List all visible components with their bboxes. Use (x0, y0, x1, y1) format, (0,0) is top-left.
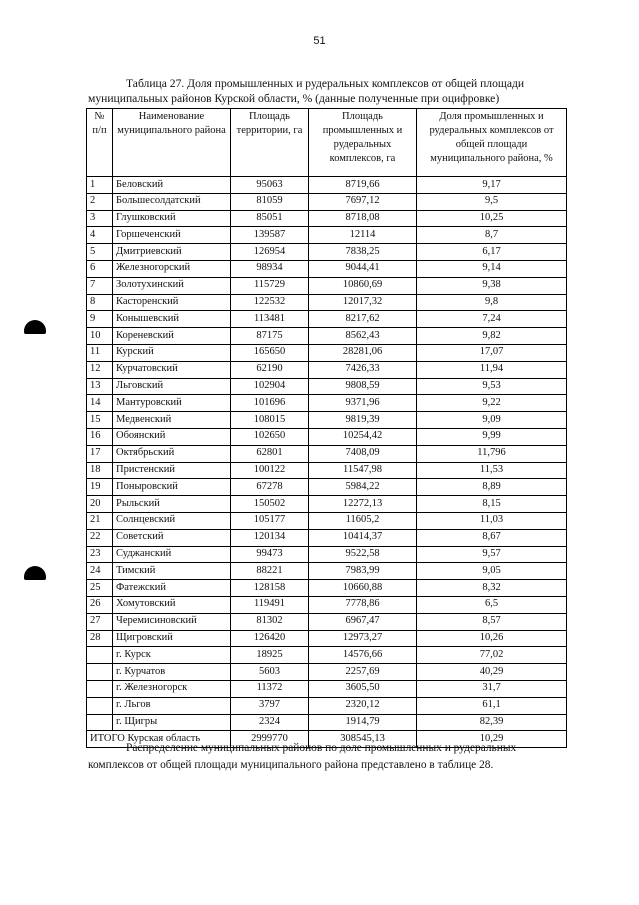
row-num: 9 (87, 311, 113, 328)
row-area: 95063 (231, 177, 309, 194)
row-area: 165650 (231, 344, 309, 361)
row-industrial: 7838,25 (309, 244, 417, 261)
row-num: 10 (87, 328, 113, 345)
row-num: 3 (87, 210, 113, 227)
row-area: 100122 (231, 462, 309, 479)
binder-hole-mark (24, 320, 46, 334)
table-row (87, 177, 567, 194)
row-share: 6,5 (417, 596, 567, 613)
row-industrial: 11605,2 (309, 512, 417, 529)
footer-paragraph (88, 740, 564, 774)
row-industrial: 7983,99 (309, 563, 417, 580)
row-share: 8,32 (417, 580, 567, 597)
row-industrial: 9522,58 (309, 546, 417, 563)
row-industrial: 8562,43 (309, 328, 417, 345)
row-industrial: 9044,41 (309, 260, 417, 277)
footer-line-1: Распределение муниципальных районов по доле промышленных и рудеральных (126, 742, 517, 754)
row-name: Медвенский (113, 412, 231, 429)
table-row (87, 412, 567, 429)
row-name: Льговский (113, 378, 231, 395)
row-share: 9,09 (417, 412, 567, 429)
row-area: 128158 (231, 580, 309, 597)
row-industrial: 12017,32 (309, 294, 417, 311)
caption-line-2: муниципальных районов Курской области, % (данные полученные при оцифровке) (88, 92, 500, 105)
table-row (87, 294, 567, 311)
row-num: 7 (87, 277, 113, 294)
row-share: 9,5 (417, 193, 567, 210)
row-name: Советский (113, 529, 231, 546)
row-num: 15 (87, 412, 113, 429)
total-industrial: 308545,13 (309, 731, 417, 748)
table-row (87, 479, 567, 496)
row-name: г. Железногорск (113, 680, 231, 697)
row-share: 9,38 (417, 277, 567, 294)
row-industrial: 11547,98 (309, 462, 417, 479)
table-row (87, 496, 567, 513)
total-share: 10,29 (417, 731, 567, 748)
row-name: г. Льгов (113, 697, 231, 714)
header-num: № п/п (87, 109, 113, 177)
row-name: Железногорский (113, 260, 231, 277)
row-share: 9,05 (417, 563, 567, 580)
row-area: 105177 (231, 512, 309, 529)
row-share: 9,22 (417, 395, 567, 412)
table-row (87, 378, 567, 395)
row-name: Хомутовский (113, 596, 231, 613)
table-row (87, 328, 567, 345)
table-row (87, 210, 567, 227)
row-share: 8,57 (417, 613, 567, 630)
row-name: Мантуровский (113, 395, 231, 412)
row-area: 139587 (231, 227, 309, 244)
row-name: Касторенский (113, 294, 231, 311)
row-industrial: 12973,27 (309, 630, 417, 647)
row-name: Курский (113, 344, 231, 361)
row-area: 126954 (231, 244, 309, 261)
table-row (87, 361, 567, 378)
table-row (87, 546, 567, 563)
row-industrial: 5984,22 (309, 479, 417, 496)
row-industrial: 2320,12 (309, 697, 417, 714)
row-area: 87175 (231, 328, 309, 345)
row-share: 17,07 (417, 344, 567, 361)
row-num: 11 (87, 344, 113, 361)
row-num: 17 (87, 445, 113, 462)
row-share: 6,17 (417, 244, 567, 261)
row-num: 27 (87, 613, 113, 630)
row-share: 10,25 (417, 210, 567, 227)
binder-hole-mark (24, 566, 46, 580)
table-row (87, 344, 567, 361)
row-share: 8,89 (417, 479, 567, 496)
table-row (87, 462, 567, 479)
row-industrial: 14576,66 (309, 647, 417, 664)
row-share: 9,53 (417, 378, 567, 395)
row-area: 62801 (231, 445, 309, 462)
row-industrial: 10660,88 (309, 580, 417, 597)
row-area: 119491 (231, 596, 309, 613)
row-name: Кореневский (113, 328, 231, 345)
row-industrial: 28281,06 (309, 344, 417, 361)
row-industrial: 9371,96 (309, 395, 417, 412)
table-row (87, 244, 567, 261)
row-num: 23 (87, 546, 113, 563)
table-row (87, 395, 567, 412)
row-industrial: 8718,08 (309, 210, 417, 227)
row-num: 24 (87, 563, 113, 580)
row-industrial: 9819,39 (309, 412, 417, 429)
table-row (87, 428, 567, 445)
district-table (86, 108, 567, 748)
row-num: 26 (87, 596, 113, 613)
row-area: 108015 (231, 412, 309, 429)
row-share: 40,29 (417, 664, 567, 681)
row-share: 11,53 (417, 462, 567, 479)
row-name: Горшеченский (113, 227, 231, 244)
row-name: Поныровский (113, 479, 231, 496)
table-row (87, 630, 567, 647)
row-share: 9,99 (417, 428, 567, 445)
row-industrial: 7778,86 (309, 596, 417, 613)
row-area: 120134 (231, 529, 309, 546)
row-area: 3797 (231, 697, 309, 714)
row-name: Глушковский (113, 210, 231, 227)
row-num: 20 (87, 496, 113, 513)
row-area: 126420 (231, 630, 309, 647)
row-num (87, 697, 113, 714)
row-name: Черемисиновский (113, 613, 231, 630)
row-area: 88221 (231, 563, 309, 580)
row-share: 8,67 (417, 529, 567, 546)
row-name: Беловский (113, 177, 231, 194)
row-area: 81302 (231, 613, 309, 630)
row-industrial: 8719,66 (309, 177, 417, 194)
row-name: Курчатовский (113, 361, 231, 378)
row-name: Золотухинский (113, 277, 231, 294)
table-row (87, 260, 567, 277)
row-area: 85051 (231, 210, 309, 227)
row-name: Конышевский (113, 311, 231, 328)
row-share: 77,02 (417, 647, 567, 664)
row-area: 102650 (231, 428, 309, 445)
row-industrial: 9808,59 (309, 378, 417, 395)
row-num: 6 (87, 260, 113, 277)
row-area: 81059 (231, 193, 309, 210)
row-industrial: 10860,69 (309, 277, 417, 294)
row-num: 4 (87, 227, 113, 244)
row-num: 19 (87, 479, 113, 496)
row-num: 13 (87, 378, 113, 395)
row-name: Октябрьский (113, 445, 231, 462)
table-row (87, 227, 567, 244)
header-name: Наименование муниципального района (113, 109, 231, 177)
table-row (87, 311, 567, 328)
caption-line-1: Таблица 27. Доля промышленных и рудеральных комплексов от общей площади (126, 77, 525, 90)
row-industrial: 7426,33 (309, 361, 417, 378)
row-industrial: 7408,09 (309, 445, 417, 462)
row-num (87, 664, 113, 681)
table-row (87, 647, 567, 664)
table-caption (88, 76, 563, 106)
row-num: 18 (87, 462, 113, 479)
row-industrial: 10414,37 (309, 529, 417, 546)
row-area: 99473 (231, 546, 309, 563)
row-industrial: 3605,50 (309, 680, 417, 697)
row-industrial: 12114 (309, 227, 417, 244)
table-row (87, 277, 567, 294)
row-share: 82,39 (417, 714, 567, 731)
header-industrial: Площадь промышленных и рудеральных комплексов, га (309, 109, 417, 177)
table-row (87, 714, 567, 731)
row-area: 113481 (231, 311, 309, 328)
row-share: 8,7 (417, 227, 567, 244)
row-num: 2 (87, 193, 113, 210)
row-share: 9,17 (417, 177, 567, 194)
table-body (87, 177, 567, 731)
table-row (87, 193, 567, 210)
row-area: 11372 (231, 680, 309, 697)
table-row (87, 613, 567, 630)
row-name: Рыльский (113, 496, 231, 513)
header-area: Площадь территории, га (231, 109, 309, 177)
row-share: 8,15 (417, 496, 567, 513)
row-num: 1 (87, 177, 113, 194)
row-num: 16 (87, 428, 113, 445)
row-area: 67278 (231, 479, 309, 496)
table-row (87, 580, 567, 597)
row-area: 150502 (231, 496, 309, 513)
table-row (87, 697, 567, 714)
row-num: 14 (87, 395, 113, 412)
row-area: 102904 (231, 378, 309, 395)
row-area: 115729 (231, 277, 309, 294)
row-share: 7,24 (417, 311, 567, 328)
row-share: 31,7 (417, 680, 567, 697)
row-industrial: 6967,47 (309, 613, 417, 630)
total-label: ИТОГО Курская область (87, 731, 231, 748)
row-share: 10,26 (417, 630, 567, 647)
table-row (87, 512, 567, 529)
row-name: Пристенский (113, 462, 231, 479)
row-industrial: 12272,13 (309, 496, 417, 513)
row-name: Суджанский (113, 546, 231, 563)
row-area: 122532 (231, 294, 309, 311)
row-industrial: 7697,12 (309, 193, 417, 210)
row-name: Щигровский (113, 630, 231, 647)
row-num: 5 (87, 244, 113, 261)
table-row (87, 664, 567, 681)
row-name: Большесолдатский (113, 193, 231, 210)
row-share: 11,03 (417, 512, 567, 529)
row-area: 62190 (231, 361, 309, 378)
row-name: Фатежский (113, 580, 231, 597)
row-area: 5603 (231, 664, 309, 681)
row-num: 12 (87, 361, 113, 378)
row-name: г. Курчатов (113, 664, 231, 681)
row-share: 9,82 (417, 328, 567, 345)
row-name: г. Курск (113, 647, 231, 664)
row-industrial: 8217,62 (309, 311, 417, 328)
row-industrial: 10254,42 (309, 428, 417, 445)
table-row (87, 563, 567, 580)
row-share: 9,57 (417, 546, 567, 563)
row-num: 28 (87, 630, 113, 647)
row-name: Солнцевский (113, 512, 231, 529)
row-industrial: 1914,79 (309, 714, 417, 731)
row-share: 61,1 (417, 697, 567, 714)
table-header-row (87, 109, 567, 177)
row-num (87, 680, 113, 697)
table-row (87, 596, 567, 613)
row-num: 8 (87, 294, 113, 311)
table-row (87, 680, 567, 697)
row-name: г. Щигры (113, 714, 231, 731)
row-name: Тимский (113, 563, 231, 580)
row-name: Обоянский (113, 428, 231, 445)
row-share: 11,94 (417, 361, 567, 378)
row-num (87, 714, 113, 731)
row-area: 98934 (231, 260, 309, 277)
total-area: 2999770 (231, 731, 309, 748)
row-industrial: 2257,69 (309, 664, 417, 681)
row-num: 21 (87, 512, 113, 529)
row-name: Дмитриевский (113, 244, 231, 261)
row-num: 22 (87, 529, 113, 546)
table-row (87, 529, 567, 546)
row-area: 18925 (231, 647, 309, 664)
row-num: 25 (87, 580, 113, 597)
row-share: 11,796 (417, 445, 567, 462)
row-area: 101696 (231, 395, 309, 412)
page-number: 51 (313, 35, 326, 47)
row-share: 9,8 (417, 294, 567, 311)
table-row (87, 445, 567, 462)
row-area: 2324 (231, 714, 309, 731)
header-share: Доля промышленных и рудеральных комплексов от общей площади муниципального района, % (417, 109, 567, 177)
row-num (87, 647, 113, 664)
footer-line-2: комплексов от общей площади муниципального района представлено в таблице 28. (88, 759, 494, 771)
row-share: 9,14 (417, 260, 567, 277)
